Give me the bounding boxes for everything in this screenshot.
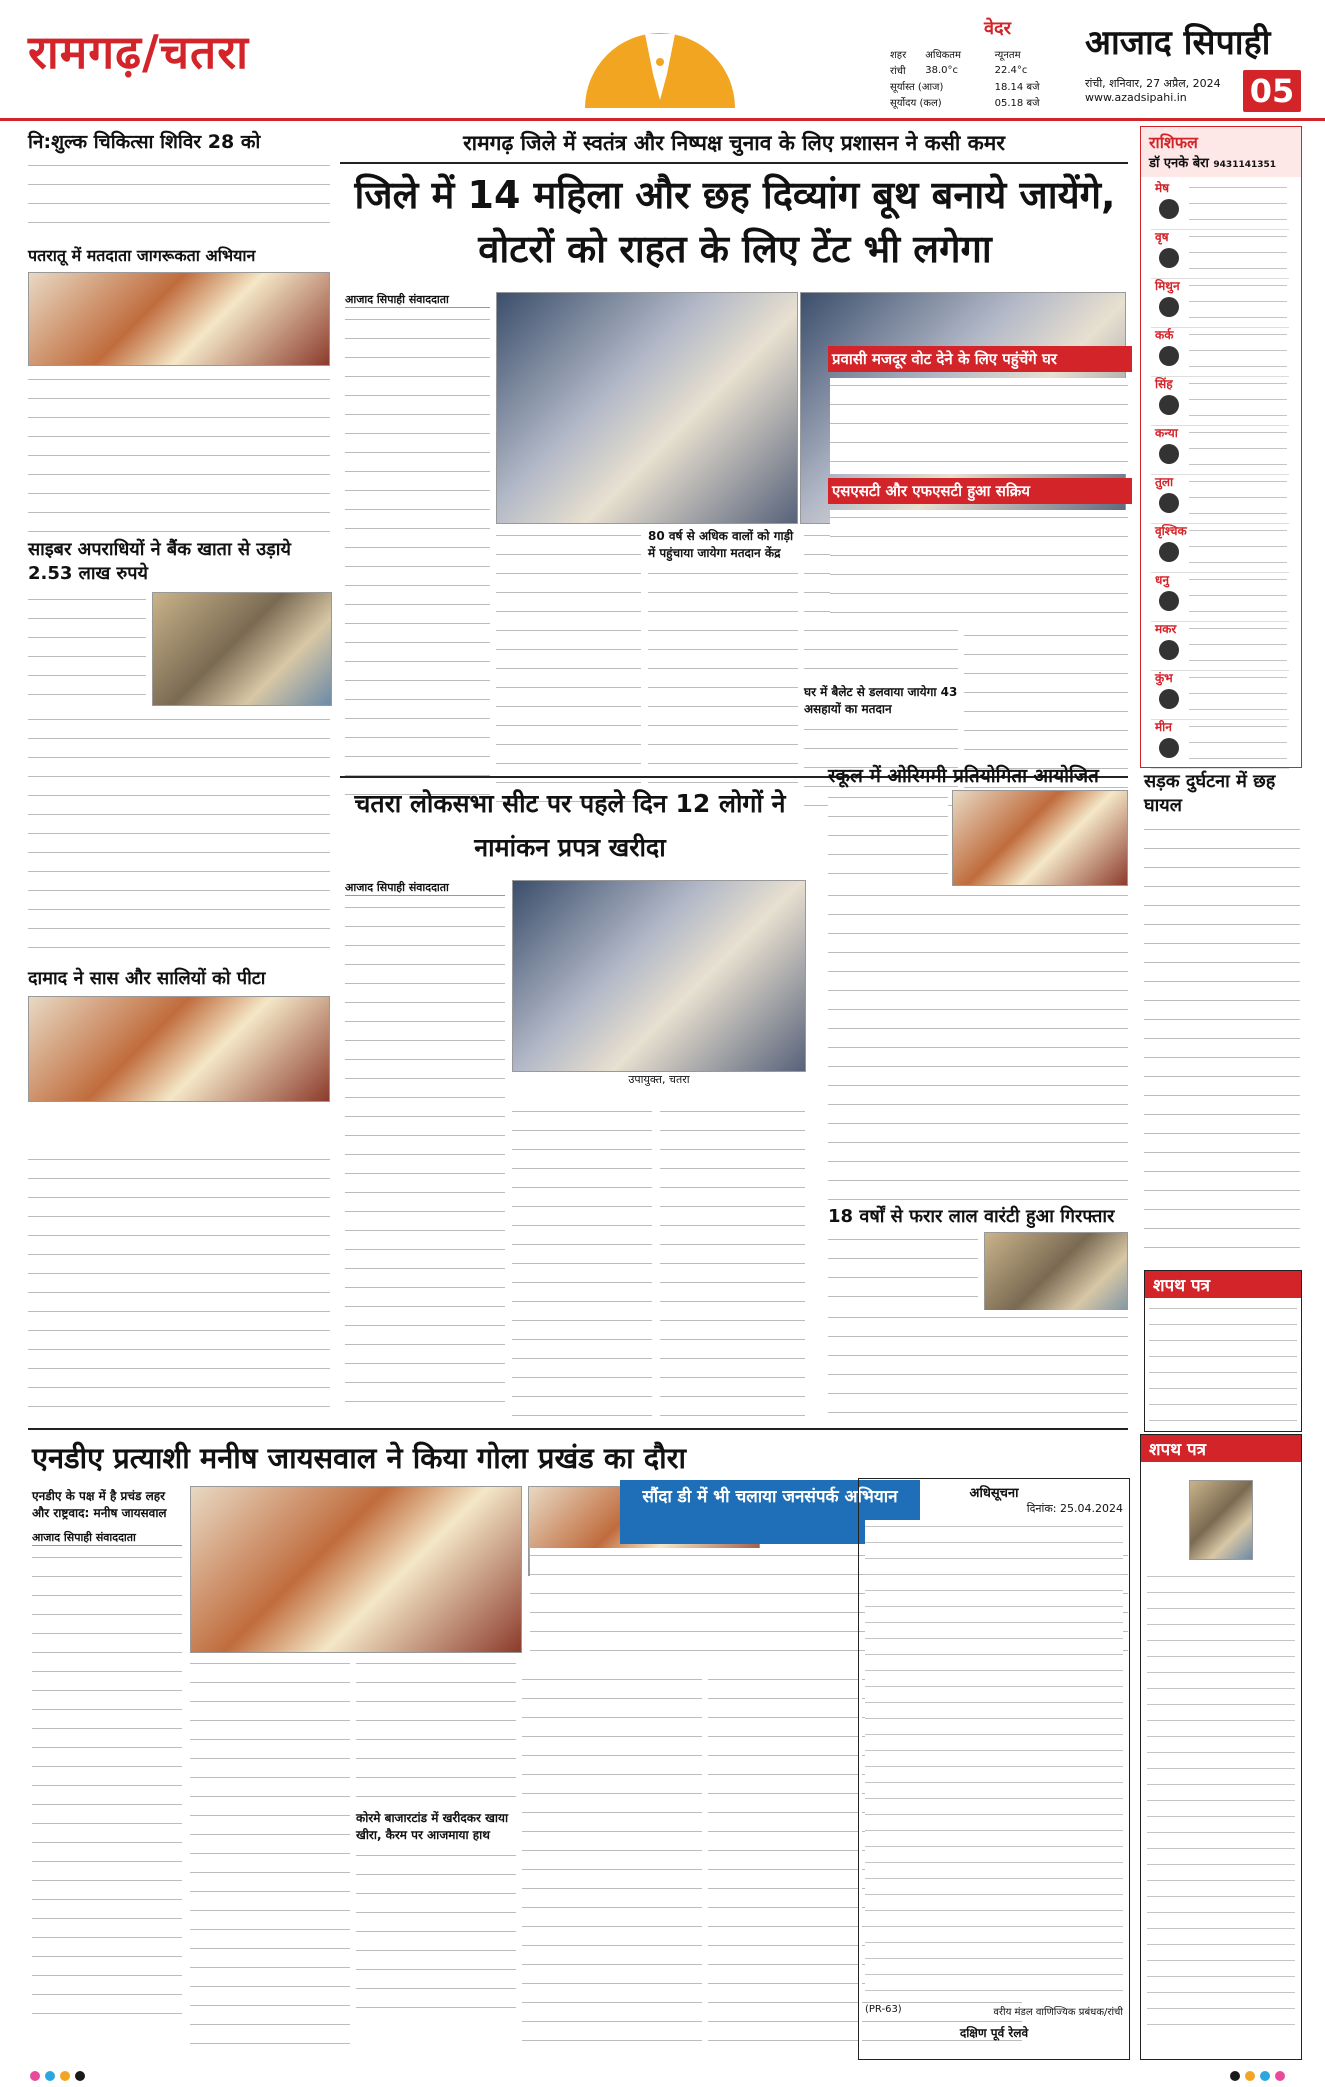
bottom-col-3 [356,1656,516,2056]
chatra-col-3-text [660,1104,805,1420]
rashi-text [1189,573,1287,617]
weather-city: रांची [890,66,906,77]
rashi-name: मिथुन [1155,279,1180,293]
notice-footer [859,2004,1129,2018]
zodiac-icon [1159,199,1179,219]
affidavit-box-2 [1140,1434,1302,2060]
main-headline: जिले में 14 महिला और छह दिव्यांग बूथ बनाये जायेंगे, वोटरों को राहत के लिए टेंट भी लगेगा [354,173,1116,271]
notice-ref: (PR-63) [865,2004,902,2015]
chatra-col-1 [345,880,505,1420]
paper-name: आजाद सिपाही [1085,23,1271,63]
affidavit-text-2 [1147,1570,1295,2040]
weather-h2: अधिकतम [925,50,961,61]
left-story-4-text [28,1152,330,1420]
notice-box [858,1478,1130,2060]
rashi-item [1151,373,1289,426]
zodiac-icon [1159,248,1179,268]
bottom-col-2-text [190,1656,350,2056]
school-headline: स्कूल में ओरिगमी प्रतियोगिता आयोजित [828,765,1099,787]
sst-headline: एसएसटी और एफएसटी हुआ सक्रिय [828,478,1132,504]
left-photo-2 [152,592,332,706]
bottom-photo-1 [190,1486,522,1653]
paper-meta [1085,76,1221,104]
footer-dots-left [30,2066,90,2085]
weather-min: 22.4°c [994,64,1028,76]
bottom-col-1 [32,1488,182,2058]
warrant-text-a [828,1232,978,1302]
left-story-1-text [28,158,330,238]
notice-spacer [940,1440,1128,1460]
left-column [28,128,330,1128]
chatra-photo-box [512,880,806,1100]
rashi-text [1189,426,1287,470]
rashi-text [1189,524,1287,568]
rashi-name: सिंह [1155,377,1173,391]
rashifal-author-name: डॉ एनके बेरा [1149,156,1209,171]
weather-title: वेदर [984,18,1011,39]
zodiac-icon [1159,444,1179,464]
notice-title: अधिसूचना [969,1486,1019,1501]
sunrise-value: 05.18 बजे [994,98,1040,109]
rashi-name: कुंभ [1155,671,1173,685]
weather-box [888,18,1078,112]
main-byline: आजाद सिपाही संवाददाता [345,292,490,308]
zodiac-icon [1159,346,1179,366]
rashi-name: धनु [1155,573,1170,587]
rashifal-phone: 9431141351 [1213,160,1277,170]
bottom-col-3-text-a [356,1656,516,1806]
left-story-3-text-a [28,592,146,708]
weather-max: 38.0°c [925,64,959,76]
notice-date: दिनांक: 25.04.2024 [1026,1502,1123,1515]
rashi-name: कर्क [1155,328,1174,342]
main-photo-1 [496,292,798,524]
rashi-text [1189,475,1287,519]
rashi-item [1151,569,1289,622]
rashi-item [1151,324,1289,377]
rashi-item [1151,177,1289,230]
bottom-col-4-text [522,1672,702,2056]
left-story-3-text-b [28,712,330,960]
affidavit-text-1 [1149,1302,1297,1430]
rashifal-header [1141,127,1301,177]
rashi-name: वृष [1155,230,1169,244]
sunrise-label: सूर्योदय (कल) [890,98,942,109]
rashi-text [1189,279,1287,323]
rashi-text [1189,720,1287,764]
main-col-1 [345,292,490,812]
sunset-label: सूर्यास्त (आज) [890,82,944,93]
left-photo-1 [28,272,330,366]
school-photo [952,790,1128,886]
dateline: रांची, शनिवार, 27 अप्रैल, 2024 [1085,77,1221,90]
chatra-headline: चतरा लोकसभा सीट पर पहले दिन 12 लोगों ने नामांकन प्रपत्र खरीदा [354,789,786,862]
accident-text [1144,822,1300,1262]
footer-dots-right [1230,2066,1290,2085]
zodiac-icon [1159,395,1179,415]
rashi-text [1189,328,1287,372]
chatra-photo-caption: उपायुक्त, चतरा [628,1073,690,1086]
main-col-1-text [345,312,490,807]
chatra-col-2-text [512,1104,652,1420]
zodiac-icon [1159,640,1179,660]
left-story-3-top [28,592,330,708]
region-title: रामगढ़/चतरा [28,25,249,79]
school-text-b [828,888,1128,1200]
accident-headline: सड़क दुर्घटना में छह घायल [1144,771,1276,816]
bottom-deck: एनडीए के पक्ष में है प्रचंड लहर और राष्ट्रवाद: मनीष जायसवाल [32,1489,167,1520]
notice-org: दक्षिण पूर्व रेलवे [959,2026,1029,2040]
left-headline-4: दामाद ने सास और सालियों को पीटा [28,968,266,989]
migrant-headline: प्रवासी मजदूर वोट देने के लिए पहुंचेंगे घर [828,346,1132,372]
main-sub-1: 80 वर्ष से अधिक वालों को गाड़ी में पहुंचाया जायेगा मतदान केंद्र [648,529,794,560]
weather-h3: न्यूनतम [994,50,1021,61]
bottom-sub: कोरमे बाजारटांड में खरीदकर खाया खीरा, कैरम पर आजमाया हाथ [356,1811,509,1842]
rashi-text [1189,622,1287,666]
notice-sign: वरीय मंडल वाणिज्यिक प्रबंधक/रांची [993,2007,1123,2018]
bottom-col-5-text [708,1672,858,2056]
rashi-item [1151,716,1289,769]
rashi-item [1151,471,1289,524]
school-text-a [828,790,948,884]
rashi-item [1151,275,1289,328]
notice-text [865,1520,1123,2000]
affidavit-box-1 [1144,1270,1302,1432]
page-number: 05 [1243,70,1301,112]
rashi-name: कन्या [1155,426,1178,440]
affidavit-title-2: शपथ पत्र [1141,1435,1301,1462]
bottom-headline: एनडीए प्रत्याशी मनीष जायसवाल ने किया गोला प्रखंड का दौरा [32,1441,687,1475]
zodiac-icon [1159,493,1179,513]
zodiac-icon [1159,591,1179,611]
zodiac-icon [1159,297,1179,317]
left-headline-3: साइबर अपराधियों ने बैंक खाता से उड़ाये 2.53 लाख रुपये [28,539,291,584]
sst-text [830,510,1128,620]
sunset-value: 18.14 बजे [994,82,1040,93]
rashi-name: मीन [1155,720,1172,734]
rashi-list [1151,177,1301,769]
rashi-text [1189,671,1287,715]
rashi-name: मकर [1155,622,1177,636]
main-col-3-text [648,566,798,786]
rashi-name: मेष [1155,181,1170,195]
left-story-2-text [28,372,330,532]
affidavit-title-1: शपथ पत्र [1145,1271,1301,1298]
chatra-photo [512,880,806,1072]
rashifal-title: राशिफल [1149,133,1198,152]
zodiac-icon [1159,738,1179,758]
rashi-text [1189,230,1287,274]
chatra-byline: आजाद सिपाही संवाददाता [345,880,505,896]
rashi-text [1189,181,1287,225]
masthead [0,0,1325,121]
main-col-2-text [496,528,641,818]
pen-emblem-icon [575,4,745,108]
website: www.azadsipahi.in [1085,91,1187,104]
rashi-item [1151,422,1289,475]
main-kicker: रामगढ़ जिले में स्वतंत्र और निष्पक्ष चुनाव के लिए प्रशासन ने कसी कमर [463,131,1005,155]
left-headline-2: पतरातू में मतदाता जागरूकता अभियान [28,246,256,265]
rashifal-box [1140,126,1302,768]
rashi-name: तुला [1155,475,1174,489]
main-kicker-bar [340,126,1128,164]
left-headline-1: नि:शुल्क चिकित्सा शिविर 28 को [28,131,261,153]
migrant-text [830,378,1128,474]
warrant-headline: 18 वर्षों से फरार लाल वारंटी हुआ गिरफ्तार [828,1206,1115,1227]
weather-h1: शहर [890,50,907,61]
rashi-name: वृश्चिक [1155,524,1187,538]
rashi-item [1151,226,1289,279]
rashi-item [1151,667,1289,720]
affidavit-photo [1189,1480,1253,1560]
bottom-rule [28,1428,1128,1430]
warrant-text-b [828,1310,1128,1420]
rashi-item [1151,520,1289,573]
bottom-col-1-text [32,1550,182,2030]
chatra-col-1-text [345,900,505,1415]
bottom-byline: आजाद सिपाही संवाददाता [32,1530,182,1546]
left-photo-3 [28,996,330,1102]
rashifal-author [1149,153,1293,171]
zodiac-icon [1159,689,1179,709]
zodiac-icon [1159,542,1179,562]
soundaD-title: सौंदा डी में भी चलाया जनसंपर्क अभियान [620,1480,920,1544]
rashi-item [1151,618,1289,671]
rashi-text [1189,377,1287,421]
main-col-3 [648,528,798,818]
bottom-col-3-text-b [356,1848,516,2018]
main-sub-2: घर में बैलेट से डलवाया जायेगा 43 असहायों का मतदान [804,685,958,716]
weather-table [888,46,1078,110]
